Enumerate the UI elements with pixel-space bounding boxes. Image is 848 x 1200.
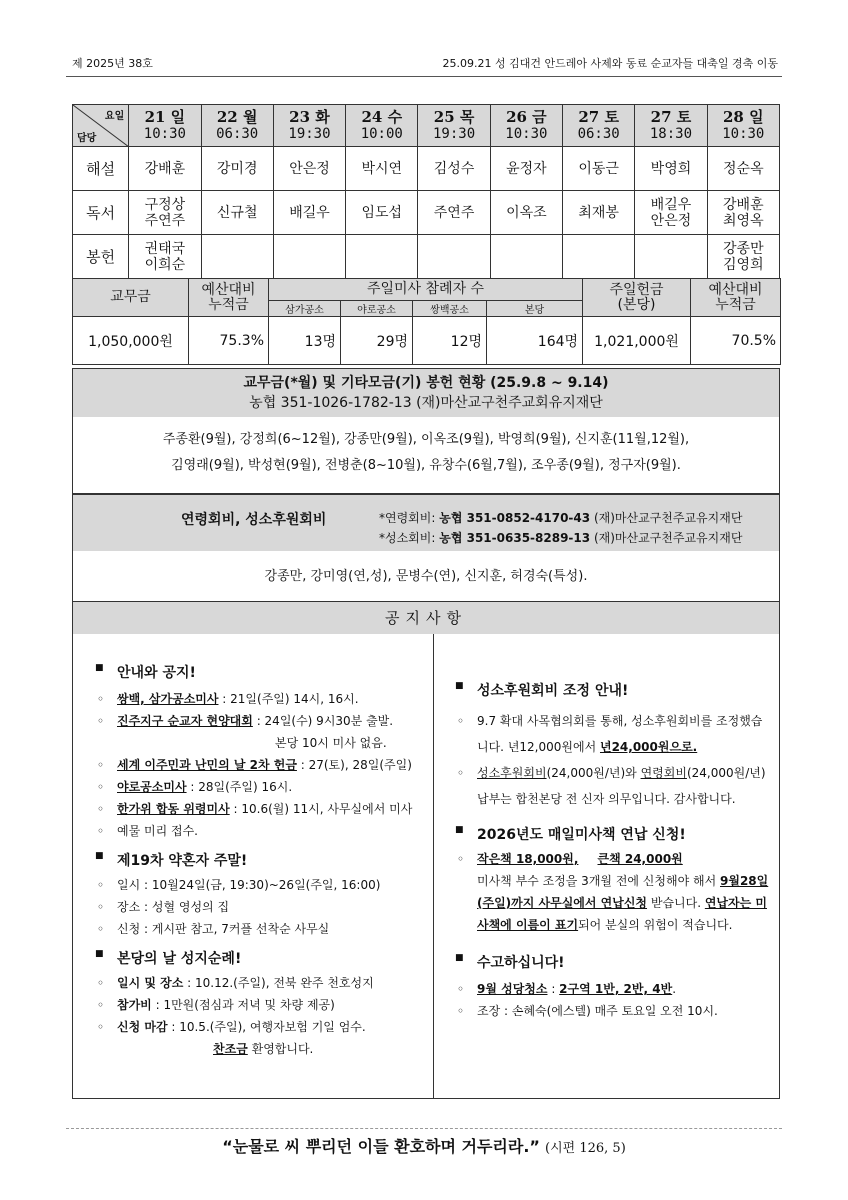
attendance-header: 주일미사 참례자 수 [269, 279, 583, 301]
assignee-name: 강배훈 [144, 160, 186, 177]
fees-box [72, 494, 780, 602]
list-item: ◦ 진주지구 순교자 현양대회 : 24일(수) 9시30분 출발. [95, 710, 431, 732]
day-header: 27 토 06:30 [563, 105, 635, 147]
ssangbaek-count: 12명 [413, 317, 487, 365]
budget-ratio-value: 75.3% [189, 317, 269, 365]
assignee-name: 주연주 [433, 204, 475, 221]
section-heading: ■ 2026년도 매일미사책 연납 신청! [455, 824, 773, 844]
assignee-cell [635, 147, 707, 191]
assignee-name: 권태국 [144, 240, 186, 257]
section-heading: ■ 성소후원회비 조정 안내! [455, 680, 773, 700]
bondang-count: 164명 [487, 317, 583, 365]
assignee-name: 김영희 [723, 256, 764, 273]
notice-divider [433, 634, 434, 1098]
corner-role-label: 담당 [77, 133, 97, 144]
assignee-cell [707, 191, 779, 235]
assignee-name: 구정상 [144, 196, 186, 213]
assignee-cell [563, 191, 635, 235]
donation-line: 김영래(9월), 박성현(9월), 전병춘(8~10월), 유창수(6월,7월), 조우종(9월), 정구자(9월). [171, 458, 681, 473]
schedule-table [72, 104, 780, 279]
feast-title: 25.09.21 성 김대건 안드레아 사제와 동료 순교자들 대축일 경축 이동 [442, 57, 778, 70]
day-header: 28 일 10:30 [707, 105, 779, 147]
donation-box [72, 368, 780, 494]
day-header: 22 월 06:30 [201, 105, 273, 147]
assignee-name: 박시연 [361, 160, 403, 177]
section-heading: ■ 안내와 공지! [95, 662, 431, 682]
list-item: ◦ 한가위 합동 위령미사 : 10.6(월) 11시, 사무실에서 미사 [95, 798, 431, 820]
day-header: 24 수 10:00 [346, 105, 418, 147]
assignee-name: 강배훈 [723, 196, 764, 213]
assignee-name: 이동근 [578, 160, 619, 177]
donation-header [73, 369, 779, 417]
assignee-name: 임도섭 [361, 204, 403, 221]
notice-title: 공지사항 [73, 602, 779, 634]
schedule-row [73, 147, 780, 191]
day-header: 25 목 19:30 [418, 105, 490, 147]
list-item-continued: 본당 10시 미사 없음. [275, 736, 387, 750]
assignee-cell [346, 235, 418, 279]
donation-account: 농협 351-1026-1782-13 (재)마산교구천주교회유지재단 [249, 395, 603, 411]
assignee-name: 윤정자 [506, 160, 547, 177]
assignee-cell [129, 147, 201, 191]
list-item: ◦ 9.7 확대 사목협의회를 통해, 성소후원회비를 조정했습니다. 년12,000원에서 년24,000원으로. [455, 708, 773, 760]
list-item: ◦ 일시 : 10월24일(금, 19:30)~26일(주일, 16:00) [95, 874, 431, 896]
assignee-cell [418, 235, 490, 279]
fees-title: 연령회비, 성소후원회비 [181, 512, 327, 528]
assignee-cell [129, 235, 201, 279]
fees-names: 강종만, 강미영(연,성), 문병수(연), 신지훈, 허경숙(특성). [264, 569, 588, 584]
donation-title: 교무금(*월) 및 기타모금(기) 봉헌 현황 (25.9.8 ~ 9.14) [243, 375, 609, 391]
role-label: 봉헌 [73, 235, 129, 279]
list-item: ◦ 일시 및 장소 : 10.12.(주일), 전북 완주 천호성지 [95, 972, 431, 994]
schedule-row [73, 191, 780, 235]
list-item: ◦ 작은책 18,000원, 큰책 24,000원 미사책 부수 조정을 3개월 전에 신청해야 해서 9월28일(주일)까지 사무실에서 연납신청 받습니다. 연납자는 미사책에 이름이 표기되어 분실의 위험이 적습니다. [455, 848, 773, 936]
assignee-cell [635, 191, 707, 235]
sub-header-samga: 삼가공소 [269, 301, 341, 317]
samga-count: 13명 [269, 317, 341, 365]
assignee-name: 주연주 [144, 212, 186, 229]
list-item: ◦ 쌍백, 삼가공소미사 : 21일(주일) 14시, 16시. [95, 688, 431, 710]
assignee-cell [490, 191, 562, 235]
assignee-name: 최영옥 [723, 212, 764, 229]
day-header: 23 화 19:30 [273, 105, 345, 147]
assignee-name: 이옥조 [506, 204, 547, 221]
assignee-cell [563, 235, 635, 279]
assignee-cell [418, 191, 490, 235]
assignee-name: 배길우 [289, 204, 330, 221]
assignee-cell [201, 235, 273, 279]
assignee-name: 박영희 [650, 160, 692, 177]
assignee-cell [707, 235, 779, 279]
role-label: 해설 [73, 147, 129, 191]
assignee-name: 강미경 [216, 160, 258, 177]
day-header: 21 일 10:30 [129, 105, 201, 147]
list-item: ◦ 장소 : 성혈 영성의 집 [95, 896, 431, 918]
corner-day-label: 요일 [104, 111, 125, 122]
schedule-row [73, 235, 780, 279]
yeonryeong-account: *연령회비: 농협 351-0852-4170-43 (재)마산교구천주교유지재단 [379, 511, 743, 525]
list-item-continued: ◦ 조장 : 손혜숙(에스텔) 매주 토요일 오전 10시. [455, 1000, 773, 1022]
assignee-cell [346, 147, 418, 191]
assignee-name: 김성수 [433, 160, 475, 177]
gyomu-value: 1,050,000원 [73, 317, 189, 365]
list-item: ◦ 야로공소미사 : 28일(주일) 16시. [95, 776, 431, 798]
assignee-cell [346, 191, 418, 235]
assignee-name: 안은정 [650, 212, 692, 229]
budget-ratio-header-2: 예산대비 누적금 [691, 279, 781, 317]
budget-ratio-value-2: 70.5% [691, 317, 781, 365]
list-item: ◦ 9월 성당청소 : 2구역 1반, 2반, 4반. [455, 978, 773, 1000]
donation-line: 주종환(9월), 강정희(6~12월), 강종만(9월), 이옥조(9월), 박영희(9월), 신지훈(11월,12월), [162, 432, 690, 447]
list-item: ◦ 세계 이주민과 난민의 날 2차 헌금 : 27(토), 28일(주일) [95, 754, 431, 776]
assignee-name: 이희순 [144, 256, 186, 273]
stats-table [72, 278, 781, 365]
assignee-cell [273, 147, 345, 191]
day-header: 27 토 18:30 [635, 105, 707, 147]
role-label: 독서 [73, 191, 129, 235]
issue-number: 제 2025년 38호 [72, 57, 153, 70]
offering-header: 주일헌금 (본당) [583, 279, 691, 317]
assignee-name: 신규철 [216, 204, 258, 221]
list-item: ◦ 신청 : 게시판 참고, 7커플 선착순 사무실 [95, 918, 431, 940]
notice-left-column [95, 634, 431, 1060]
assignee-name: 강종만 [723, 240, 764, 257]
assignee-cell [129, 191, 201, 235]
budget-ratio-header: 예산대비 누적금 [189, 279, 269, 317]
section-heading: ■ 제19차 약혼자 주말! [95, 850, 431, 870]
assignee-cell [273, 191, 345, 235]
list-item: ◦ 참가비 : 1만원(점심과 저녁 및 차량 제공) [95, 994, 431, 1016]
assignee-cell [635, 235, 707, 279]
assignee-name: 배길우 [650, 196, 692, 213]
assignee-cell [707, 147, 779, 191]
assignee-cell [273, 235, 345, 279]
assignee-cell [490, 235, 562, 279]
notice-box [72, 601, 780, 1099]
assignee-cell [490, 147, 562, 191]
seongso-account: *성소회비: 농협 351-0635-8289-13 (재)마산교구천주교유지재단 [379, 531, 743, 545]
assignee-name: 안은정 [289, 160, 330, 177]
notice-right-column [455, 634, 773, 1022]
sub-header-ssangbaek: 쌍백공소 [413, 301, 487, 317]
assignee-name: 최재봉 [578, 204, 619, 221]
yaro-count: 29명 [341, 317, 413, 365]
list-item-continued: 찬조금 환영합니다. [213, 1042, 314, 1056]
donation-list [73, 417, 779, 479]
assignee-cell [201, 147, 273, 191]
assignee-cell [563, 147, 635, 191]
sub-header-yaro: 야로공소 [341, 301, 413, 317]
schedule-corner [73, 105, 129, 147]
list-item: ◦ 신청 마감 : 10.5.(주일), 여행자보험 기일 엄수. [95, 1016, 431, 1038]
offering-value: 1,021,000원 [583, 317, 691, 365]
list-item: ◦ 성소후원회비(24,000원/년)와 연령회비(24,000원/년) 납부는 합천본당 전 신자 의무입니다. 감사합니다. [455, 760, 773, 812]
assignee-name: 정순옥 [723, 160, 764, 177]
fees-header [73, 495, 779, 551]
footer-verse: “눈물로 씨 뿌리던 이들 환호하며 거두리라.” (시편 126, 5) [222, 1137, 626, 1156]
gyomu-header: 교무금 [73, 279, 189, 317]
assignee-cell [201, 191, 273, 235]
sub-header-bondang: 본당 [487, 301, 583, 317]
schedule-header-row [73, 105, 780, 147]
assignee-cell [418, 147, 490, 191]
section-heading: ■ 수고하십니다! [455, 952, 773, 972]
header-rule [66, 76, 782, 77]
section-heading: ■ 본당의 날 성지순례! [95, 948, 431, 968]
day-header: 26 금 10:30 [490, 105, 562, 147]
list-item-continued: ◦ 예물 미리 접수. [95, 820, 431, 842]
footer-rule [66, 1128, 782, 1129]
